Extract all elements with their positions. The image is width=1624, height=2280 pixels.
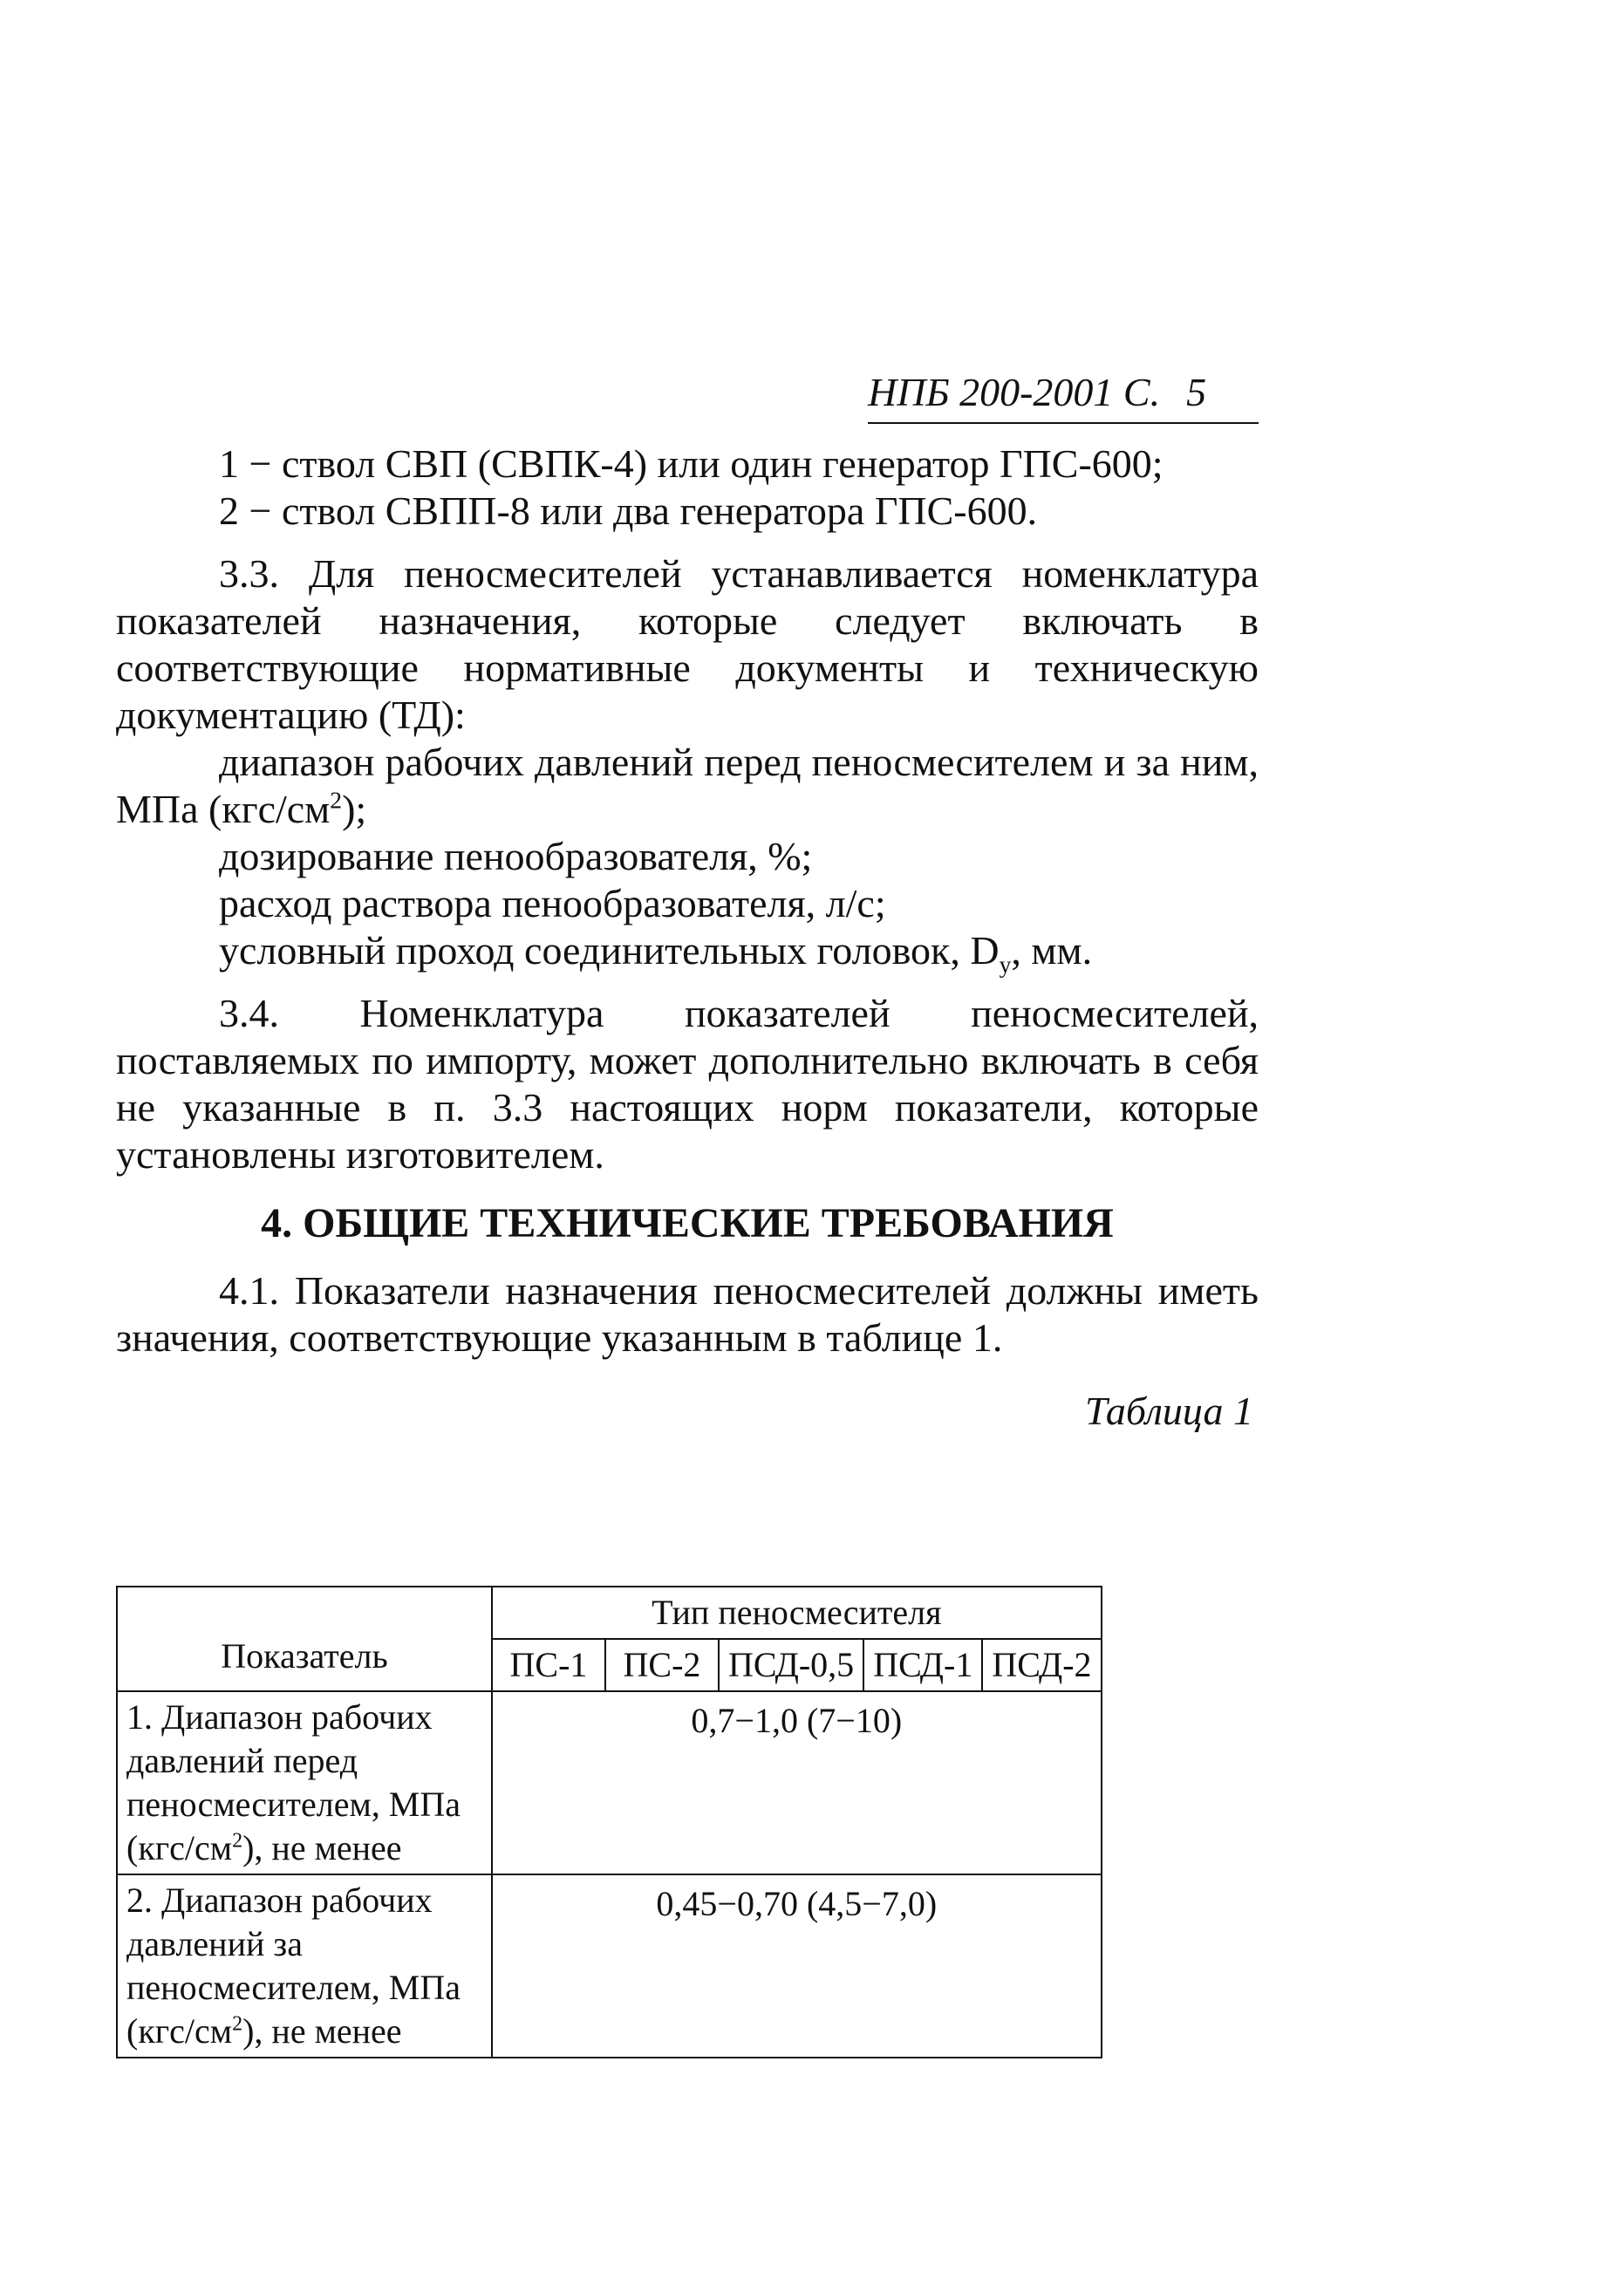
page-header bbox=[868, 368, 1259, 424]
type-ps-2: ПС-2 bbox=[605, 1639, 719, 1691]
indicator-header: Показатель bbox=[117, 1587, 492, 1691]
type-psd-2: ПСД-2 bbox=[982, 1639, 1101, 1691]
body-text bbox=[116, 440, 1259, 1435]
paragraph-4-1: 4.1. Показатели назначения пеносмесителей должны иметь значения, соответствующие указанным в таблице 1. bbox=[116, 1268, 1259, 1360]
type-header: Тип пеносмесителя bbox=[492, 1587, 1102, 1639]
row-2-label: 2. Диапазон рабочих давлений за пеносмесителем, МПа $(кгс/см^2)$, не менее bbox=[117, 1874, 492, 2058]
table-row bbox=[117, 1691, 1102, 1874]
table-1 bbox=[116, 1586, 1102, 2058]
paragraph-3-3: 3.3. Для пеносмесителей устанавливается номенклатура показателей назначения, которые следует включать в соответствующие нормативные документы и техническую документацию (ТД): bbox=[116, 551, 1259, 737]
header-doc-number: НПБ 200-2001 С. bbox=[868, 370, 1161, 414]
type-psd-0-5: ПСД-0,5 bbox=[719, 1639, 863, 1691]
table-row bbox=[117, 1874, 1102, 2058]
bullet-nominal-bore: условный проход соединительных головок, $D_у$, мм. bbox=[219, 928, 1093, 979]
indicators-table bbox=[116, 1586, 1102, 2058]
type-psd-1: ПСД-1 bbox=[863, 1639, 982, 1691]
row-1-label: 1. Диапазон рабочих давлений перед пеносмесителем, МПа $(кгс/см^2)$, не менее bbox=[117, 1691, 492, 1874]
row-2-value: 0,45−0,70 (4,5−7,0) bbox=[492, 1874, 1102, 2058]
list-item-1: 1 − ствол СВП (СВПК-4) или один генератор ГПС-600; bbox=[219, 441, 1163, 486]
table-caption: Таблица 1 bbox=[1084, 1389, 1253, 1433]
list-item-2: 2 − ствол СВПП-8 или два генератора ГПС-600. bbox=[219, 488, 1038, 533]
bullet-dosing: дозирование пенообразователя, %; bbox=[219, 834, 813, 878]
header-page-number: 5 bbox=[1186, 370, 1207, 414]
row-1-value: 0,7−1,0 (7−10) bbox=[492, 1691, 1102, 1874]
type-ps-1: ПС-1 bbox=[492, 1639, 605, 1691]
section-4-heading: 4. ОБЩИЕ ТЕХНИЧЕСКИЕ ТРЕБОВАНИЯ bbox=[261, 1200, 1114, 1246]
paragraph-3-4: 3.4. Номенклатура показателей пеносмесителей, поставляемых по импорту, может дополнительно включать в себя не указанные в п. 3.3 настоящих норм показатели, которые установлены изготовителем. bbox=[116, 991, 1259, 1177]
bullet-flow-rate: расход раствора пенообразователя, л/с; bbox=[219, 881, 886, 925]
bullet-pressure-range: диапазон рабочих давлений перед пеносмесителем и за ним, МПа $(кгс/см^2)$; bbox=[116, 740, 1259, 831]
